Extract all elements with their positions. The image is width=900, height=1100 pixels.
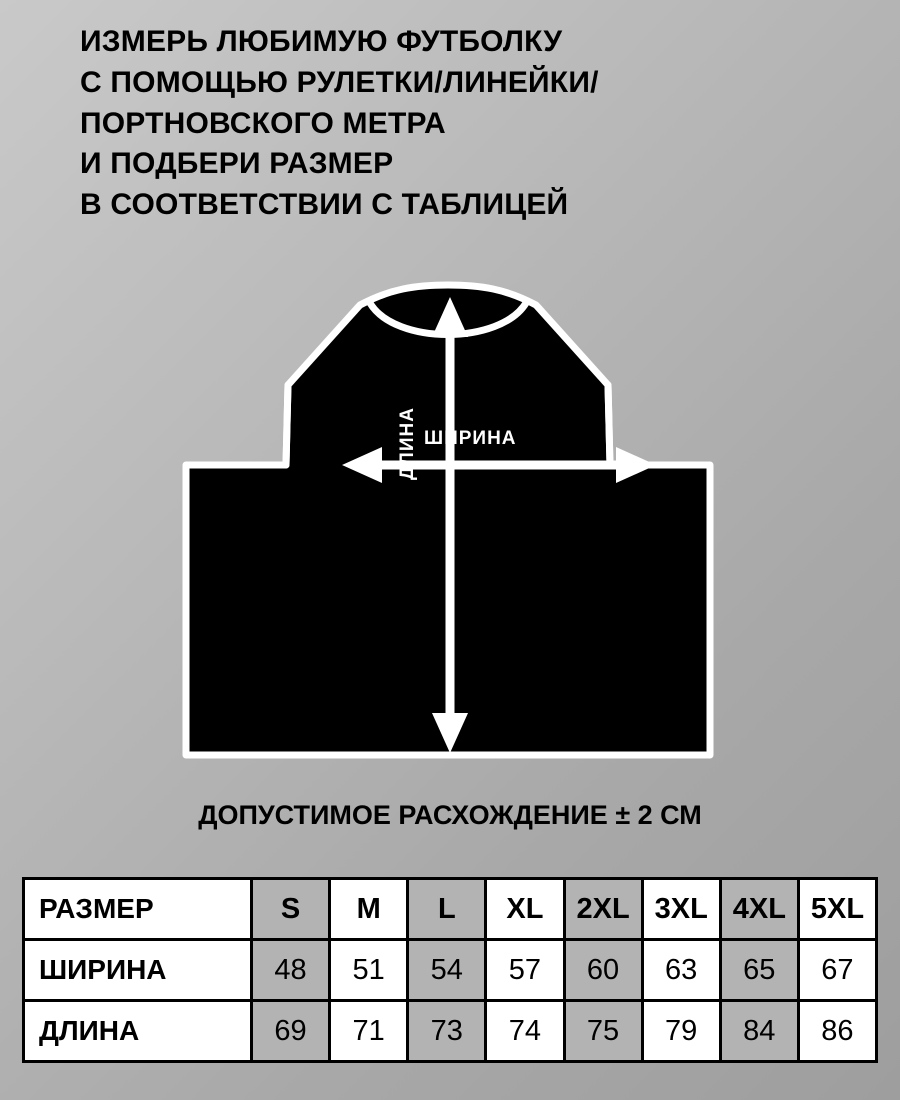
size-cell-3: XL [486, 879, 564, 940]
row-header-width: ШИРИНА [24, 940, 252, 1001]
length-cell-7: 86 [798, 1001, 876, 1062]
tshirt-right-sleeve-line [608, 385, 610, 465]
width-cell-4: 60 [564, 940, 642, 1001]
width-cell-3: 57 [486, 940, 564, 1001]
width-cell-5: 63 [642, 940, 720, 1001]
size-cell-1: M [330, 879, 408, 940]
width-cell-6: 65 [720, 940, 798, 1001]
size-cell-5: 3XL [642, 879, 720, 940]
size-cell-6: 4XL [720, 879, 798, 940]
width-cell-0: 48 [252, 940, 330, 1001]
length-cell-2: 73 [408, 1001, 486, 1062]
size-cell-2: L [408, 879, 486, 940]
width-cell-7: 67 [798, 940, 876, 1001]
row-header-length: ДЛИНА [24, 1001, 252, 1062]
size-cell-0: S [252, 879, 330, 940]
table-row-sizes [24, 879, 877, 940]
size-cell-4: 2XL [564, 879, 642, 940]
table-row-length [24, 1001, 877, 1062]
width-dimension-label: ШИРИНА [424, 428, 517, 449]
heading-line-1: ИЗМЕРЬ ЛЮБИМУЮ ФУТБОЛКУ [80, 25, 563, 58]
heading-line-4: И ПОДБЕРИ РАЗМЕР [80, 147, 394, 181]
tshirt-diagram [0, 275, 900, 775]
tshirt-left-sleeve-line [286, 385, 288, 465]
length-cell-0: 69 [252, 1001, 330, 1062]
heading-line-2: С ПОМОЩЬЮ РУЛЕТКИ/ЛИНЕЙКИ/ [80, 65, 599, 99]
length-dimension-label: ДЛИНА [397, 407, 418, 480]
length-cell-6: 84 [720, 1001, 798, 1062]
width-cell-1: 51 [330, 940, 408, 1001]
row-header-size: РАЗМЕР [24, 879, 252, 940]
length-cell-3: 74 [486, 1001, 564, 1062]
width-cell-2: 54 [408, 940, 486, 1001]
heading-line-3: ПОРТНОВСКОГО МЕТРА [80, 106, 446, 140]
size-cell-7: 5XL [798, 879, 876, 940]
length-cell-5: 79 [642, 1001, 720, 1062]
heading-line-5: В СООТВЕТСТВИИ С ТАБЛИЦЕЙ [80, 188, 569, 222]
length-cell-4: 75 [564, 1001, 642, 1062]
size-table [22, 877, 878, 1063]
table-row-width [24, 940, 877, 1001]
tshirt-illustration [70, 275, 830, 775]
length-cell-1: 71 [330, 1001, 408, 1062]
tolerance-note: ДОПУСТИМОЕ РАСХОЖДЕНИЕ ± 2 СМ [198, 800, 702, 830]
instruction-heading [80, 22, 840, 226]
